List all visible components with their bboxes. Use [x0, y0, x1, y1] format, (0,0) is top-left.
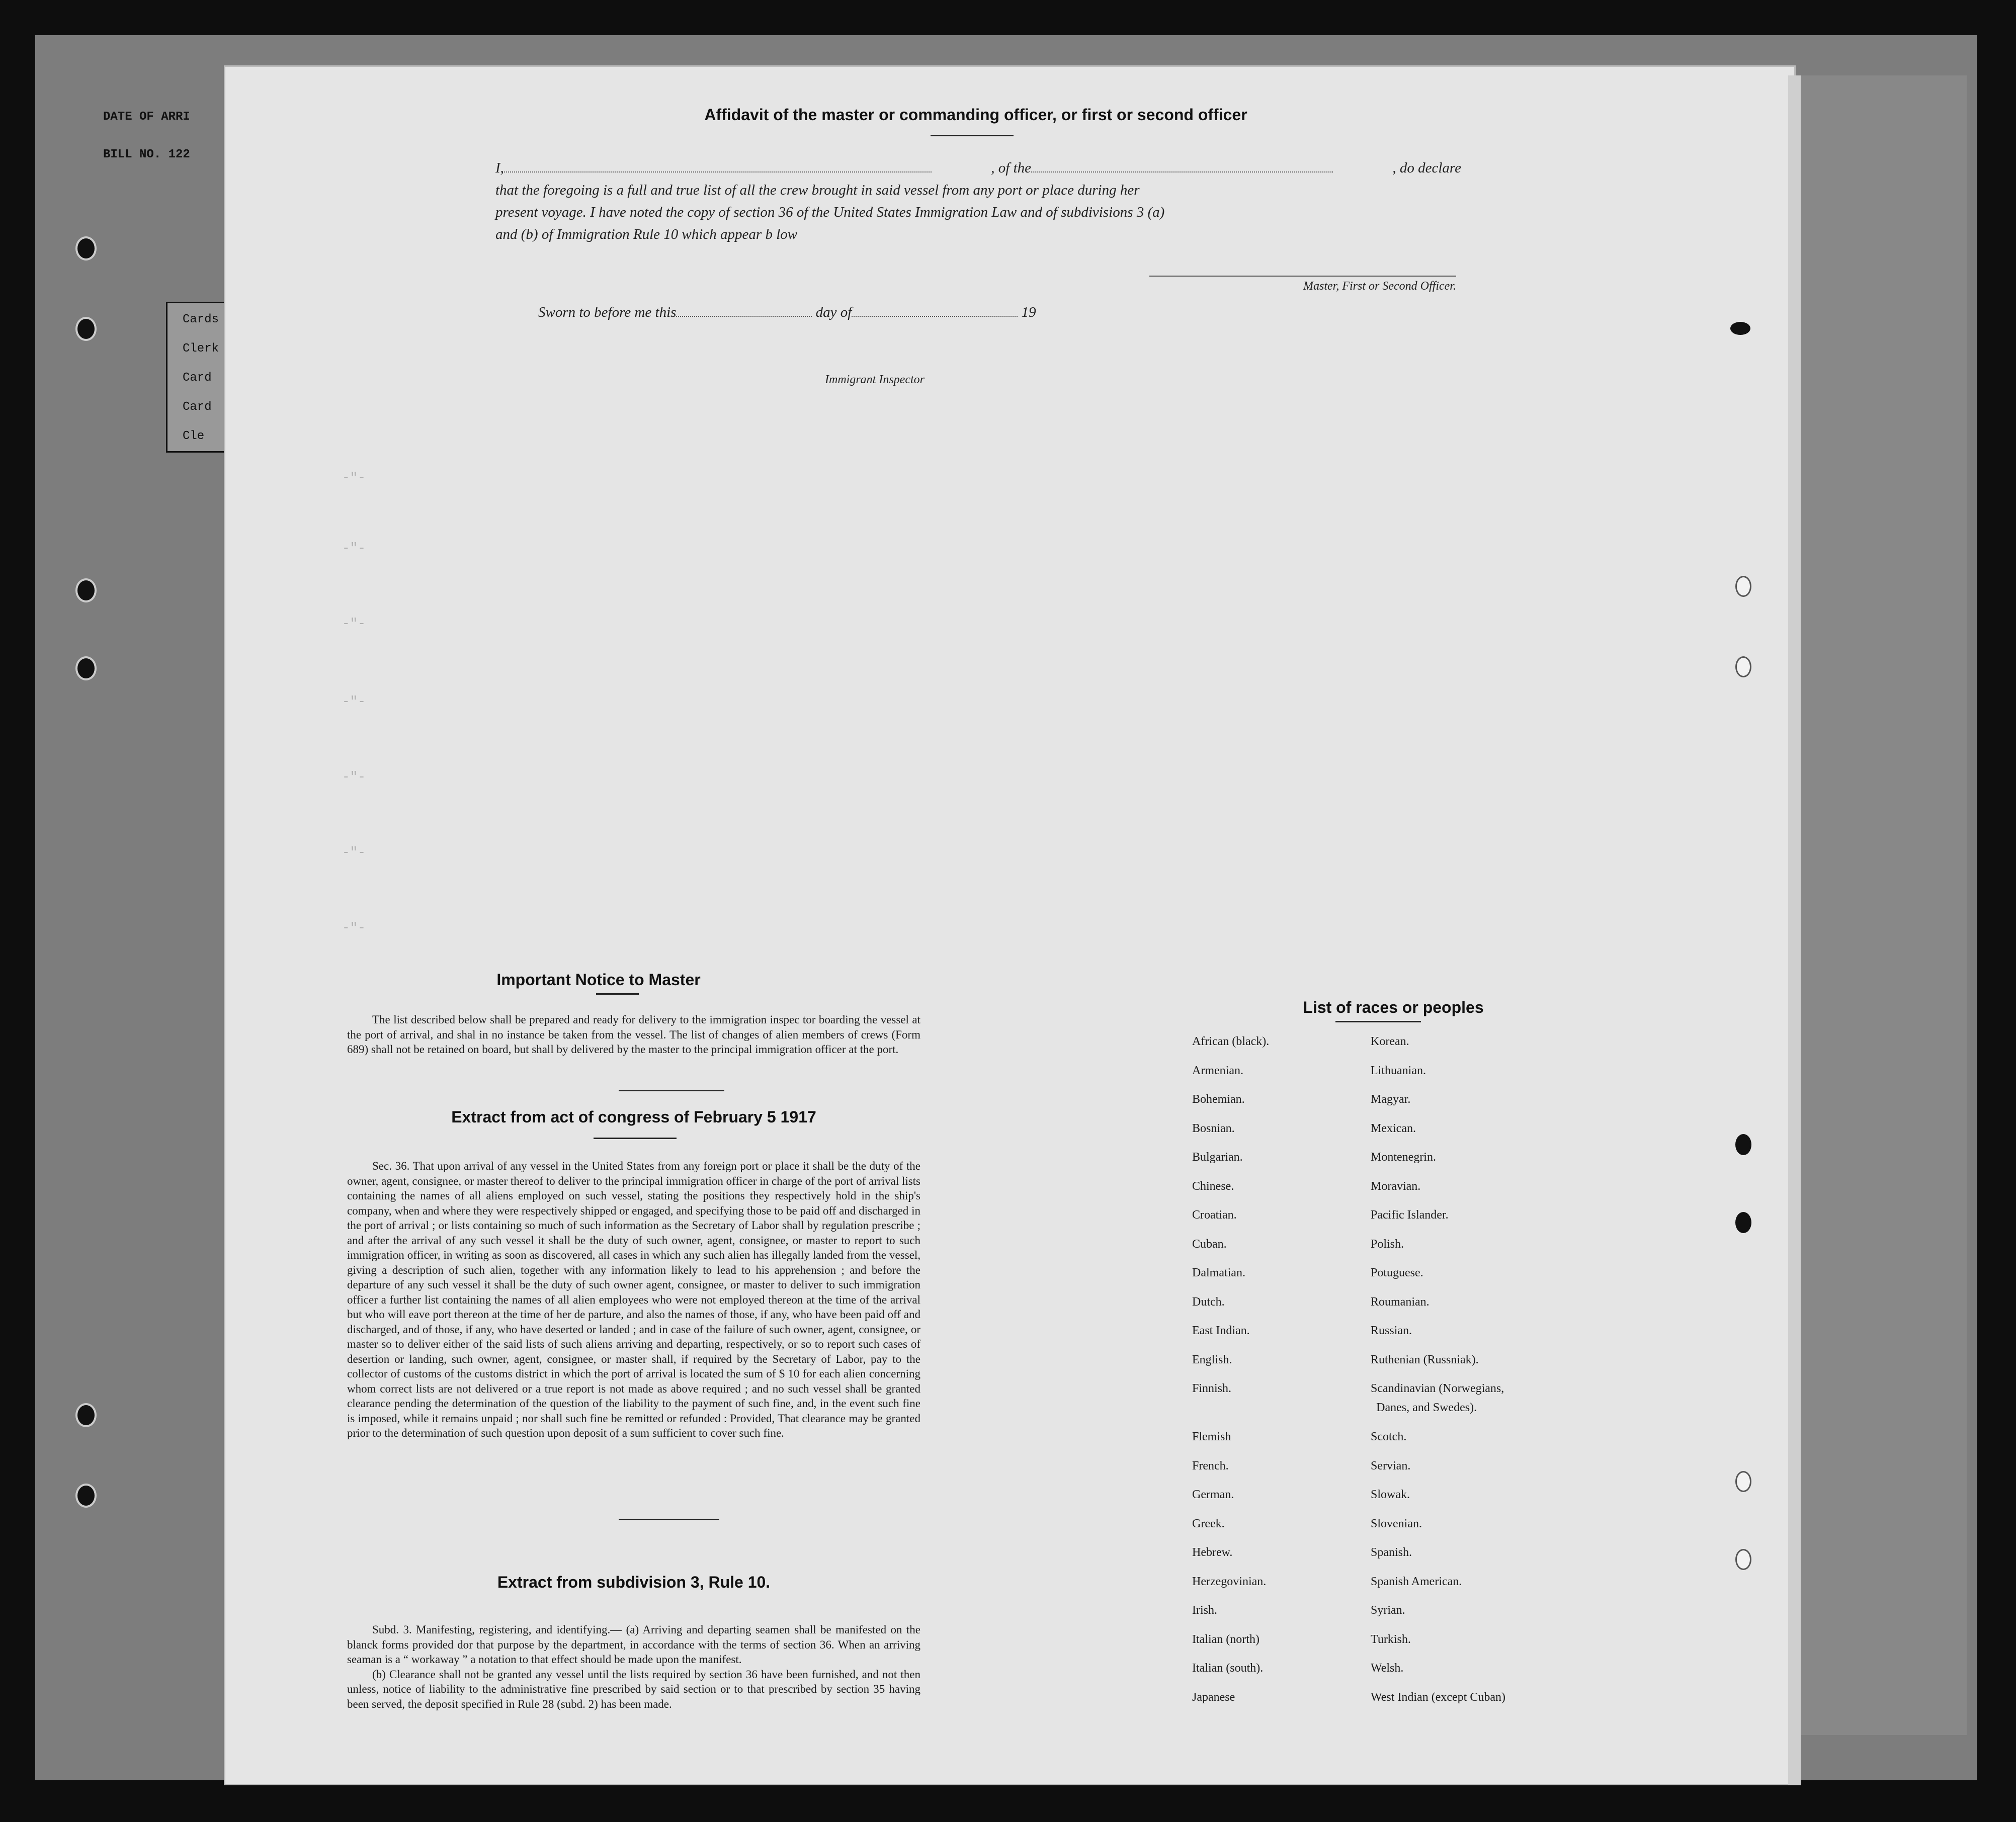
arrival-stamp — [103, 98, 190, 173]
race-row — [1192, 1633, 1594, 1662]
races-title: List of races or peoples — [1303, 998, 1484, 1016]
affidavit-text — [495, 157, 1461, 245]
race-entry-left: Hebrew. — [1192, 1546, 1233, 1559]
affidavit-line: that the foregoing is a full and true list of all the crew brought in said vessel from any port or place during her — [495, 182, 1140, 198]
race-entry-right: Pacific Islander. — [1371, 1208, 1449, 1222]
race-entry-left: German. — [1192, 1488, 1234, 1501]
sworn-year: 19 — [1021, 304, 1036, 320]
signature-line — [1149, 276, 1456, 277]
race-row — [1192, 1093, 1594, 1122]
race-row — [1192, 1401, 1594, 1430]
races-title-rule — [1335, 1021, 1421, 1022]
race-entry-left: Bulgarian. — [1192, 1151, 1243, 1164]
race-entry-left: Japanese — [1192, 1690, 1235, 1704]
notice-text — [347, 1012, 920, 1057]
bill-number-label: BILL NO. — [103, 148, 161, 161]
binder-hole — [75, 1403, 97, 1427]
page-hole — [1735, 1471, 1751, 1492]
binder-hole — [75, 236, 97, 261]
race-entry-left: Armenian. — [1192, 1064, 1243, 1077]
inspector-label: Immigrant Inspector — [825, 373, 925, 386]
affidavit-line: and (b) of Immigration Rule 10 which appear b low — [495, 226, 798, 242]
vessel-blank — [1031, 160, 1333, 172]
cards-stamp-line: Card — [183, 371, 212, 385]
affidavit-title: Affidavit of the master or commanding officer, or first or second officer — [704, 106, 1247, 124]
race-entry-left: Italian (north) — [1192, 1632, 1259, 1646]
race-entry-left: Flemish — [1192, 1430, 1231, 1443]
race-entry-left: Bosnian. — [1192, 1121, 1235, 1135]
race-entry-left: African (black). — [1192, 1035, 1270, 1048]
act-paragraph: Sec. 36. That upon arrival of any vessel in the United States from any foreign port or place it shall be the duty of the owner, agent, consignee, or master thereof to deliver to the principal immigration officer in charge of the port of arrival lists containing the names of all aliens employed on such vessel, stating the positions they respectively hold in the ship's company, when and where they were respectively shipped or engaged, and specifying those to be paid off and discharged in the port of arrival ; or lists containing so much of such information as the Secretary of Labor shall by regulation prescribe ; and after the arrival of any such vessel it shall be the duty of such owner, agent, consignee, or master to report to such immigration officer, in writing as soon as discovered, all cases in which any such alien has illegally landed from the vessel, giving a description of such alien, together with any information likely to lead to his apprehension ; and before the departure of any such vessel it shall be the duty of such owner agent, consignee, or master to deliver to such immigration officer a further list containing the names of all alien employees who were not employed thereon at the time of the arrival but who will eave port thereon at the time of her de parture, and also the names of those, if any, who have been paid off and discharged, and of those, if any, who have deserted or landed ; and in case of the failure of such owner, agent, consignee, or master so to deliver either of the said lists of such aliens arriving and departing, respectively, or so to report such cases of desertion or landing, such owner, agent, consignee, or master shall, if required by the Secretary of Labor, pay to the collector of customs of the customs district in which the port of arrival is located the sum of $ 10 for each alien concerning whom correct lists are not delivered or a true report is not made as above required ; and no such vessel shall be granted clearance pending the determination of the question of the liability to the payment of such fine, and, in the event such fine is imposed, while it remains unpaid ; nor shall such fine be remitted or refunded : Provided, That clearance may be granted prior to the determination of such question upon deposit of a sum sufficient to cover such fine. — [347, 1160, 920, 1439]
race-row — [1192, 1382, 1594, 1401]
affidavit-declare: , do declare — [1392, 160, 1461, 176]
sworn-text: Sworn to before me this — [538, 304, 677, 320]
bleed-through-text: -"- — [342, 845, 366, 860]
bleed-through-text: -"- — [342, 769, 366, 785]
race-entry-right: Welsh. — [1371, 1662, 1404, 1675]
page-hole — [1735, 1134, 1751, 1155]
race-entry-right: Roumanian. — [1371, 1295, 1430, 1309]
rule-paragraph-b: (b) Clearance shall not be granted any vessel until the lists required by section 36 have been furnished, and not then unless, notice of liability to the administrative fine prescribed by said section or to that prescribed by section 35 having been served, the deposit specified in Rule 28 (subd. 2) has been made. — [347, 1668, 920, 1710]
race-entry-left: Chinese. — [1192, 1179, 1234, 1193]
race-entry-right: Turkish. — [1371, 1632, 1411, 1646]
race-row — [1192, 1575, 1594, 1604]
race-entry-right: Syrian. — [1371, 1604, 1405, 1617]
race-row — [1192, 1488, 1594, 1517]
race-entry-right: Russian. — [1371, 1324, 1412, 1337]
act-extract-title: Extract from act of congress of February 5 1917 — [451, 1108, 816, 1126]
race-entry-right: Potuguese. — [1371, 1266, 1423, 1279]
notice-paragraph: The list described below shall be prepared and ready for delivery to the immigration inspec tor boarding the vessel at the port of arrival, and shal in no instance be taken from the vessel. The list of changes of alien members of crews (Form 689) shall not be retained on board, but shall by delivered by the master to the principal immigration officer at the port. — [347, 1013, 920, 1056]
race-entry-left: Cuban. — [1192, 1237, 1227, 1251]
notice-rule — [596, 993, 639, 995]
race-row — [1192, 1151, 1594, 1180]
race-entry-right: Moravian. — [1371, 1179, 1421, 1193]
race-row — [1192, 1662, 1594, 1691]
race-entry-right: Spanish American. — [1371, 1575, 1462, 1588]
race-entry-right: Scotch. — [1371, 1430, 1407, 1443]
cards-stamp-line: Cards — [183, 313, 219, 326]
binder-hole — [75, 317, 97, 341]
race-entry-right: Magyar. — [1371, 1093, 1411, 1106]
race-row — [1192, 1064, 1594, 1093]
race-entry-left: Italian (south). — [1192, 1662, 1264, 1675]
race-entry-left: English. — [1192, 1353, 1232, 1366]
binder-hole — [75, 1484, 97, 1508]
race-entry-right: West Indian (except Cuban) — [1371, 1690, 1505, 1704]
race-row — [1192, 1691, 1594, 1720]
race-row — [1192, 1430, 1594, 1459]
race-row — [1192, 1238, 1594, 1267]
act-title-rule — [594, 1138, 677, 1139]
race-entry-left: Bohemian. — [1192, 1093, 1245, 1106]
binder-hole — [75, 656, 97, 680]
race-entry-right: Korean. — [1371, 1035, 1409, 1048]
bleed-through-text: -"- — [342, 541, 366, 556]
affidavit-i: I, — [495, 160, 504, 176]
race-entry-left: French. — [1192, 1459, 1229, 1472]
race-row — [1192, 1517, 1594, 1546]
binder-hole — [75, 578, 97, 602]
background-sheet-edge — [1791, 75, 1967, 1735]
race-entry-right: Danes, and Swedes). — [1376, 1401, 1477, 1414]
bleed-through-text: -"- — [342, 616, 366, 631]
bleed-through-text: -"- — [342, 920, 366, 935]
race-entry-right: Spanish. — [1371, 1546, 1412, 1559]
cards-stamp-line: Clerk — [183, 342, 219, 356]
cards-stamp-line: Cle — [183, 429, 205, 443]
race-entry-left: East Indian. — [1192, 1324, 1250, 1337]
race-entry-right: Polish. — [1371, 1237, 1404, 1251]
affidavit-line: present voyage. I have noted the copy of section 36 of the United States Immigration Law and of subdivisions 3 (a) — [495, 204, 1165, 220]
page-right-edge — [1788, 75, 1801, 1785]
bleed-through-text: -"- — [342, 694, 366, 709]
race-entry-right: Mexican. — [1371, 1121, 1416, 1135]
race-entry-right: Slowak. — [1371, 1488, 1410, 1501]
bleed-through-text: -"- — [342, 470, 366, 485]
race-entry-left: Greek. — [1192, 1517, 1225, 1530]
race-entry-left: Croatian. — [1192, 1208, 1237, 1222]
day-blank — [676, 305, 812, 317]
name-blank — [504, 160, 932, 172]
race-row — [1192, 1208, 1594, 1238]
race-row — [1192, 1180, 1594, 1209]
race-entry-left: Finnish. — [1192, 1382, 1232, 1395]
page-hole — [1735, 656, 1751, 677]
races-list — [1192, 1035, 1594, 1719]
race-entry-right: Servian. — [1371, 1459, 1411, 1472]
rule-extract-text — [347, 1622, 920, 1711]
page-hole — [1735, 1549, 1751, 1570]
title-rule — [931, 135, 1014, 136]
race-row — [1192, 1122, 1594, 1151]
bill-number-value: 122 — [168, 148, 190, 161]
cards-stamp-line: Card — [183, 400, 212, 414]
act-extract-text — [347, 1159, 920, 1441]
race-entry-right: Slovenian. — [1371, 1517, 1422, 1530]
section-rule — [619, 1519, 719, 1520]
race-entry-right: Ruthenian (Russniak). — [1371, 1353, 1479, 1366]
page-hole — [1735, 576, 1751, 597]
race-row — [1192, 1295, 1594, 1325]
date-of-arrival-label: DATE OF ARRI — [103, 110, 190, 124]
page-hole — [1735, 1212, 1751, 1233]
sworn-statement — [538, 304, 1036, 321]
page-hole — [1730, 322, 1750, 335]
race-row — [1192, 1266, 1594, 1295]
race-row — [1192, 1035, 1594, 1064]
race-entry-right: Montenegrin. — [1371, 1151, 1436, 1164]
race-row — [1192, 1324, 1594, 1353]
race-row — [1192, 1546, 1594, 1575]
section-rule — [619, 1090, 724, 1091]
rule-extract-title: Extract from subdivision 3, Rule 10. — [497, 1573, 771, 1591]
signature-label: Master, First or Second Officer. — [1303, 280, 1456, 293]
affidavit-of-the: , of the — [991, 160, 1032, 176]
race-entry-left: Herzegovinian. — [1192, 1575, 1267, 1588]
notice-title: Important Notice to Master — [496, 971, 701, 989]
race-entry-right: Scandinavian (Norwegians, — [1371, 1382, 1504, 1395]
sworn-day-of: day of — [815, 304, 852, 320]
race-entry-left — [1192, 1401, 1366, 1430]
race-entry-left: Irish. — [1192, 1604, 1217, 1617]
month-blank — [852, 305, 1018, 317]
race-entry-left: Dalmatian. — [1192, 1266, 1245, 1279]
cards-stamp-box — [166, 302, 231, 453]
rule-paragraph-a: Subd. 3. Manifesting, registering, and identifying.— (a) Arriving and departing seamen shall be manifested on the blanck forms provided dor that purpose by the department, in accordance with the terms of section 36. When an arriving seaman is a “ workaway ” a notation to that effect should be made upon the manifest. — [347, 1623, 920, 1666]
race-entry-left: Dutch. — [1192, 1295, 1225, 1309]
race-row — [1192, 1604, 1594, 1633]
race-entry-right: Lithuanian. — [1371, 1064, 1426, 1077]
race-row — [1192, 1459, 1594, 1489]
race-row — [1192, 1353, 1594, 1382]
